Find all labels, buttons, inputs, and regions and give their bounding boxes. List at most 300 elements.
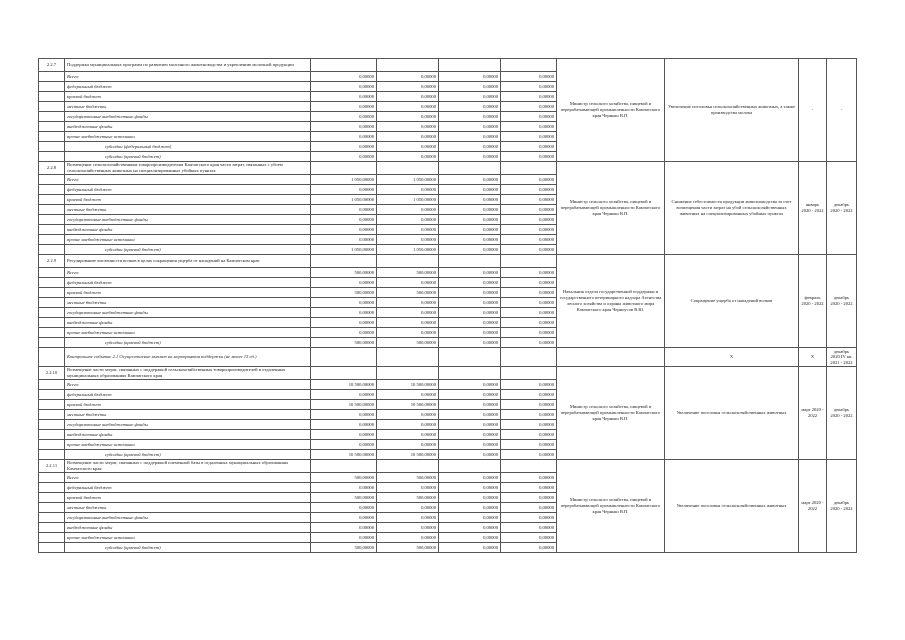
value-cell: 500,00000 <box>311 493 377 503</box>
value-cell: 0,00000 <box>311 328 377 338</box>
code-empty <box>39 112 65 122</box>
row-label: краевой бюджет <box>65 288 311 298</box>
end-date-cell: - <box>827 59 857 162</box>
empty-cell <box>501 59 557 72</box>
value-cell: 0,00000 <box>311 122 377 132</box>
row-label: субсидии (краевой бюджет) <box>65 543 311 553</box>
value-cell: 0,00000 <box>501 142 557 152</box>
section-header-row <box>39 162 857 175</box>
code-empty <box>39 72 65 82</box>
value-cell: 0,00000 <box>439 205 501 215</box>
value-cell: 0,00000 <box>311 483 377 493</box>
value-cell: 0,00000 <box>501 513 557 523</box>
value-cell: 0,00000 <box>377 308 439 318</box>
row-label: субсидии (краевой бюджет) <box>65 245 311 255</box>
code-empty <box>39 493 65 503</box>
code-empty <box>39 235 65 245</box>
value-cell: 500,00000 <box>311 288 377 298</box>
value-cell: 0,00000 <box>311 72 377 82</box>
empty-cell <box>501 348 557 367</box>
value-cell: 0,00000 <box>501 175 557 185</box>
value-cell: 0,00000 <box>501 473 557 483</box>
value-cell: 0,00000 <box>439 298 501 308</box>
value-cell: 0,00000 <box>439 245 501 255</box>
value-cell: 10 500,00000 <box>311 450 377 460</box>
code-empty <box>39 348 65 367</box>
row-label: прочие внебюджетные источники <box>65 440 311 450</box>
section-code: 2.2.10 <box>39 367 65 380</box>
row-label: местные бюджеты <box>65 205 311 215</box>
code-empty <box>39 132 65 142</box>
empty-cell <box>311 162 377 175</box>
value-cell: 500,00000 <box>311 543 377 553</box>
row-label: местные бюджеты <box>65 503 311 513</box>
start-date-cell: февраль 2020 - 2022 <box>799 255 827 348</box>
value-cell: 0,00000 <box>501 102 557 112</box>
value-cell: 0,00000 <box>501 523 557 533</box>
start-date-cell: - <box>799 59 827 162</box>
value-cell: 0,00000 <box>311 142 377 152</box>
code-empty <box>39 278 65 288</box>
section-code: 2.2.11 <box>39 460 65 473</box>
value-cell: 0,00000 <box>501 390 557 400</box>
row-label: внебюджетные фонды <box>65 122 311 132</box>
row-label: прочие внебюджетные источники <box>65 235 311 245</box>
row-label: государственные внебюджетные фонды <box>65 513 311 523</box>
row-label: федеральный бюджет <box>65 82 311 92</box>
value-cell: 0,00000 <box>439 450 501 460</box>
row-label: местные бюджеты <box>65 102 311 112</box>
value-cell: 0,00000 <box>501 245 557 255</box>
end-date-cell: декабрь 2020 - 2022 <box>827 367 857 460</box>
empty-cell <box>311 255 377 268</box>
value-cell: 0,00000 <box>501 215 557 225</box>
section-header-row <box>39 460 857 473</box>
value-cell: 10 500,00000 <box>377 380 439 390</box>
value-cell: 500,00000 <box>377 268 439 278</box>
value-cell: 0,00000 <box>439 175 501 185</box>
value-cell: 0,00000 <box>311 152 377 162</box>
value-cell: 0,00000 <box>439 523 501 533</box>
empty-cell <box>439 367 501 380</box>
program-table <box>38 58 857 553</box>
code-empty <box>39 308 65 318</box>
row-label: краевой бюджет <box>65 195 311 205</box>
value-cell: 0,00000 <box>377 328 439 338</box>
row-label: федеральный бюджет <box>65 185 311 195</box>
empty-cell <box>439 348 501 367</box>
value-cell: 0,00000 <box>501 205 557 215</box>
code-empty <box>39 380 65 390</box>
empty-cell <box>311 59 377 72</box>
value-cell: 0,00000 <box>501 543 557 553</box>
code-empty <box>39 483 65 493</box>
value-cell: 500,00000 <box>311 338 377 348</box>
value-cell: 0,00000 <box>501 112 557 122</box>
value-cell: 0,00000 <box>311 205 377 215</box>
value-cell: 1 050,00000 <box>311 245 377 255</box>
value-cell: 0,00000 <box>439 185 501 195</box>
value-cell: 0,00000 <box>311 390 377 400</box>
value-cell: 0,00000 <box>439 513 501 523</box>
code-empty <box>39 288 65 298</box>
empty-cell <box>377 255 439 268</box>
value-cell: 0,00000 <box>439 493 501 503</box>
document-table-container <box>38 58 856 553</box>
code-empty <box>39 102 65 112</box>
value-cell: 0,00000 <box>439 278 501 288</box>
row-label: краевой бюджет <box>65 493 311 503</box>
value-cell: 0,00000 <box>501 152 557 162</box>
code-empty <box>39 152 65 162</box>
value-cell: 10 500,00000 <box>311 400 377 410</box>
section-title: Возмещение части затрат, связанных с поддержкой сельскохозяйственных товаропроизводителей в отдаленных муниципальных образованиях Камчатского края <box>65 367 311 380</box>
empty-cell <box>311 367 377 380</box>
value-cell: 0,00000 <box>377 430 439 440</box>
value-cell: 0,00000 <box>377 440 439 450</box>
result-cell: Сокращение ущерба от нападений волков <box>665 255 799 348</box>
result-cell: Увеличение поголовья сельскохозяйственных животных <box>665 460 799 553</box>
value-cell: 0,00000 <box>311 430 377 440</box>
section-code: 2.2.8 <box>39 162 65 175</box>
row-label: внебюджетные фонды <box>65 225 311 235</box>
row-label: Всего: <box>65 380 311 390</box>
row-label: Всего: <box>65 268 311 278</box>
code-empty <box>39 533 65 543</box>
empty-cell <box>311 348 377 367</box>
row-label: прочие внебюджетные источники <box>65 132 311 142</box>
value-cell: 1 050,00000 <box>311 175 377 185</box>
value-cell: 10 500,00000 <box>377 450 439 460</box>
value-cell: 0,00000 <box>501 122 557 132</box>
value-cell: 0,00000 <box>501 483 557 493</box>
value-cell: 0,00000 <box>377 122 439 132</box>
value-cell: 0,00000 <box>377 152 439 162</box>
value-cell: 0,00000 <box>501 420 557 430</box>
code-empty <box>39 225 65 235</box>
row-label: краевой бюджет <box>65 400 311 410</box>
value-cell: 0,00000 <box>501 400 557 410</box>
result-cell: Снижение себестоимости продукции животноводства за счет возмещения части затрат на убой сельскохозяйственных животных на специализированных убойных пунктах <box>665 162 799 255</box>
value-cell: 0,00000 <box>439 483 501 493</box>
section-code: 2.2.9 <box>39 255 65 268</box>
empty-cell <box>557 348 665 367</box>
value-cell: 0,00000 <box>439 152 501 162</box>
value-cell: 0,00000 <box>439 410 501 420</box>
value-cell: 0,00000 <box>439 420 501 430</box>
value-cell: 0,00000 <box>439 400 501 410</box>
code-empty <box>39 543 65 553</box>
row-label: краевой бюджет <box>65 92 311 102</box>
value-cell: 0,00000 <box>439 503 501 513</box>
row-label: субсидии (краевой бюджет) <box>65 450 311 460</box>
code-empty <box>39 430 65 440</box>
value-cell: 0,00000 <box>377 410 439 420</box>
row-label: государственные внебюджетные фонды <box>65 308 311 318</box>
value-cell: 500,00000 <box>377 288 439 298</box>
value-cell: 0,00000 <box>501 503 557 513</box>
value-cell: 0,00000 <box>501 380 557 390</box>
value-cell: 0,00000 <box>377 533 439 543</box>
value-cell: 0,00000 <box>377 142 439 152</box>
empty-cell <box>377 367 439 380</box>
value-cell: 0,00000 <box>377 132 439 142</box>
code-empty <box>39 82 65 92</box>
milestone-start: X <box>799 348 827 367</box>
start-date-cell: март 2020 - 2022 <box>799 460 827 553</box>
value-cell: 0,00000 <box>377 205 439 215</box>
empty-cell <box>501 255 557 268</box>
value-cell: 0,00000 <box>439 318 501 328</box>
value-cell: 0,00000 <box>501 268 557 278</box>
row-label: прочие внебюджетные источники <box>65 533 311 543</box>
code-empty <box>39 92 65 102</box>
code-empty <box>39 268 65 278</box>
code-empty <box>39 205 65 215</box>
section-title: Регулирование численности волков в целях сокращения ущерба от нападений на Камчатском крае <box>65 255 311 268</box>
value-cell: 0,00000 <box>501 72 557 82</box>
code-empty <box>39 513 65 523</box>
value-cell: 0,00000 <box>501 533 557 543</box>
value-cell: 0,00000 <box>377 483 439 493</box>
value-cell: 0,00000 <box>439 72 501 82</box>
code-empty <box>39 195 65 205</box>
empty-cell <box>439 460 501 473</box>
value-cell: 0,00000 <box>439 380 501 390</box>
milestone-result: X <box>665 348 799 367</box>
empty-cell <box>501 367 557 380</box>
value-cell: 0,00000 <box>311 235 377 245</box>
value-cell: 0,00000 <box>377 185 439 195</box>
value-cell: 0,00000 <box>439 102 501 112</box>
code-empty <box>39 338 65 348</box>
row-label: государственные внебюджетные фонды <box>65 112 311 122</box>
empty-cell <box>439 255 501 268</box>
value-cell: 0,00000 <box>311 420 377 430</box>
start-date-cell: март 2020 - 2022 <box>799 367 827 460</box>
code-empty <box>39 298 65 308</box>
value-cell: 500,00000 <box>377 338 439 348</box>
code-empty <box>39 122 65 132</box>
value-cell: 0,00000 <box>311 318 377 328</box>
row-label: государственные внебюджетные фонды <box>65 420 311 430</box>
end-date-cell: декабрь 2020 - 2022 <box>827 255 857 348</box>
value-cell: 0,00000 <box>311 308 377 318</box>
value-cell: 0,00000 <box>311 225 377 235</box>
row-label: местные бюджеты <box>65 410 311 420</box>
value-cell: 0,00000 <box>377 523 439 533</box>
end-date-cell: декабрь 2020 - 2022 <box>827 460 857 553</box>
milestone-text: Контрольное событие 2.1 Осуществление выплат на мероприятия поддержки (не менее 15 ед.) <box>65 348 311 367</box>
value-cell: 0,00000 <box>439 430 501 440</box>
value-cell: 0,00000 <box>501 318 557 328</box>
value-cell: 1 050,00000 <box>377 195 439 205</box>
value-cell: 0,00000 <box>377 278 439 288</box>
value-cell: 0,00000 <box>439 328 501 338</box>
value-cell: 0,00000 <box>377 235 439 245</box>
value-cell: 0,00000 <box>501 328 557 338</box>
empty-cell <box>439 162 501 175</box>
value-cell: 0,00000 <box>501 132 557 142</box>
section-header-row <box>39 59 857 72</box>
code-empty <box>39 328 65 338</box>
value-cell: 0,00000 <box>439 225 501 235</box>
value-cell: 1 050,00000 <box>311 195 377 205</box>
value-cell: 0,00000 <box>377 112 439 122</box>
code-empty <box>39 473 65 483</box>
row-label: Всего: <box>65 473 311 483</box>
code-empty <box>39 185 65 195</box>
row-label: Всего: <box>65 72 311 82</box>
code-empty <box>39 215 65 225</box>
value-cell: 0,00000 <box>501 338 557 348</box>
value-cell: 0,00000 <box>311 185 377 195</box>
value-cell: 0,00000 <box>311 82 377 92</box>
value-cell: 0,00000 <box>439 338 501 348</box>
value-cell: 500,00000 <box>311 268 377 278</box>
value-cell: 0,00000 <box>377 298 439 308</box>
code-empty <box>39 390 65 400</box>
value-cell: 0,00000 <box>501 450 557 460</box>
value-cell: 0,00000 <box>377 225 439 235</box>
code-empty <box>39 440 65 450</box>
value-cell: 0,00000 <box>501 440 557 450</box>
executor-cell: Министр сельского хозяйства, пищевой и перерабатывающей промышленности Камчатского края Черныш В.П. <box>557 367 665 460</box>
value-cell: 500,00000 <box>311 473 377 483</box>
value-cell: 0,00000 <box>311 215 377 225</box>
row-label: внебюджетные фонды <box>65 430 311 440</box>
row-label: внебюджетные фонды <box>65 523 311 533</box>
empty-cell <box>439 59 501 72</box>
code-empty <box>39 420 65 430</box>
row-label: субсидии (федеральный бюджет) <box>65 142 311 152</box>
empty-cell <box>501 162 557 175</box>
value-cell: 1 050,00000 <box>377 245 439 255</box>
value-cell: 0,00000 <box>439 235 501 245</box>
value-cell: 0,00000 <box>439 473 501 483</box>
value-cell: 0,00000 <box>311 102 377 112</box>
value-cell: 0,00000 <box>439 440 501 450</box>
value-cell: 0,00000 <box>501 235 557 245</box>
value-cell: 0,00000 <box>501 225 557 235</box>
value-cell: 500,00000 <box>377 473 439 483</box>
value-cell: 0,00000 <box>311 278 377 288</box>
executor-cell: Министр сельского хозяйства, пищевой и перерабатывающей промышленности Камчатского края Черныш В.П. <box>557 162 665 255</box>
code-empty <box>39 450 65 460</box>
result-cell: Увеличение поголовья сельскохозяйственных животных <box>665 367 799 460</box>
value-cell: 0,00000 <box>311 523 377 533</box>
value-cell: 500,00000 <box>377 543 439 553</box>
value-cell: 0,00000 <box>439 533 501 543</box>
value-cell: 0,00000 <box>501 430 557 440</box>
code-empty <box>39 142 65 152</box>
value-cell: 10 500,00000 <box>377 400 439 410</box>
value-cell: 0,00000 <box>439 132 501 142</box>
row-label: федеральный бюджет <box>65 483 311 493</box>
empty-cell <box>311 460 377 473</box>
value-cell: 0,00000 <box>439 142 501 152</box>
value-cell: 0,00000 <box>501 82 557 92</box>
value-cell: 0,00000 <box>501 410 557 420</box>
row-label: субсидии (краевой бюджет) <box>65 152 311 162</box>
section-title: Поддержка муниципальных программ по развитию молочного животноводства и укреплению молочной продукции <box>65 59 311 72</box>
value-cell: 0,00000 <box>311 533 377 543</box>
value-cell: 1 050,00000 <box>377 175 439 185</box>
value-cell: 0,00000 <box>377 82 439 92</box>
empty-cell <box>377 162 439 175</box>
section-code: 2.2.7 <box>39 59 65 72</box>
row-label: федеральный бюджет <box>65 278 311 288</box>
code-empty <box>39 400 65 410</box>
value-cell: 0,00000 <box>311 513 377 523</box>
value-cell: 0,00000 <box>311 92 377 102</box>
empty-cell <box>377 59 439 72</box>
executor-cell: Министр сельского хозяйства, пищевой и перерабатывающей промышленности Камчатского края Черныш В.П. <box>557 460 665 553</box>
executor-cell: Начальник отдела государственной поддержки и государственного ветеринарного надзора Агентства лесного хозяйства и охраны животного мира Камчатского края Черноусов В.Ю. <box>557 255 665 348</box>
code-empty <box>39 410 65 420</box>
row-label: субсидии (краевой бюджет) <box>65 338 311 348</box>
value-cell: 0,00000 <box>439 82 501 92</box>
empty-cell <box>377 460 439 473</box>
value-cell: 0,00000 <box>377 513 439 523</box>
value-cell: 0,00000 <box>311 440 377 450</box>
section-header-row <box>39 367 857 380</box>
value-cell: 0,00000 <box>377 72 439 82</box>
section-header-row <box>39 255 857 268</box>
row-label: местные бюджеты <box>65 298 311 308</box>
value-cell: 0,00000 <box>377 102 439 112</box>
value-cell: 0,00000 <box>439 288 501 298</box>
value-cell: 0,00000 <box>439 112 501 122</box>
empty-cell <box>377 348 439 367</box>
value-cell: 0,00000 <box>501 298 557 308</box>
section-title: Возмещение части затрат, связанных с поддержкой племенной базы в отдаленных муниципальных образованиях Камчатского края <box>65 460 311 473</box>
value-cell: 0,00000 <box>311 410 377 420</box>
value-cell: 0,00000 <box>501 92 557 102</box>
value-cell: 0,00000 <box>311 132 377 142</box>
milestone-end: декабрь 2020 IV кв. 2021 - 2022 <box>827 348 857 367</box>
end-date-cell: декабрь 2020 - 2022 <box>827 162 857 255</box>
value-cell: 0,00000 <box>311 112 377 122</box>
value-cell: 0,00000 <box>377 92 439 102</box>
row-label: внебюджетные фонды <box>65 318 311 328</box>
value-cell: 0,00000 <box>439 215 501 225</box>
value-cell: 500,00000 <box>377 493 439 503</box>
value-cell: 0,00000 <box>311 298 377 308</box>
value-cell: 0,00000 <box>439 390 501 400</box>
row-label: Всего: <box>65 175 311 185</box>
value-cell: 0,00000 <box>377 318 439 328</box>
value-cell: 0,00000 <box>439 195 501 205</box>
value-cell: 0,00000 <box>377 215 439 225</box>
value-cell: 0,00000 <box>439 308 501 318</box>
code-empty <box>39 175 65 185</box>
value-cell: 0,00000 <box>501 493 557 503</box>
code-empty <box>39 318 65 328</box>
value-cell: 0,00000 <box>377 420 439 430</box>
row-label: прочие внебюджетные источники <box>65 328 311 338</box>
value-cell: 0,00000 <box>439 92 501 102</box>
executor-cell: Министр сельского хозяйства, пищевой и перерабатывающей промышленности Камчатского края Черныш В.П. <box>557 59 665 162</box>
value-cell: 0,00000 <box>501 185 557 195</box>
row-label: государственные внебюджетные фонды <box>65 215 311 225</box>
value-cell: 0,00000 <box>501 308 557 318</box>
code-empty <box>39 523 65 533</box>
value-cell: 0,00000 <box>501 288 557 298</box>
value-cell: 0,00000 <box>439 268 501 278</box>
row-label: федеральный бюджет <box>65 390 311 400</box>
value-cell: 0,00000 <box>377 503 439 513</box>
